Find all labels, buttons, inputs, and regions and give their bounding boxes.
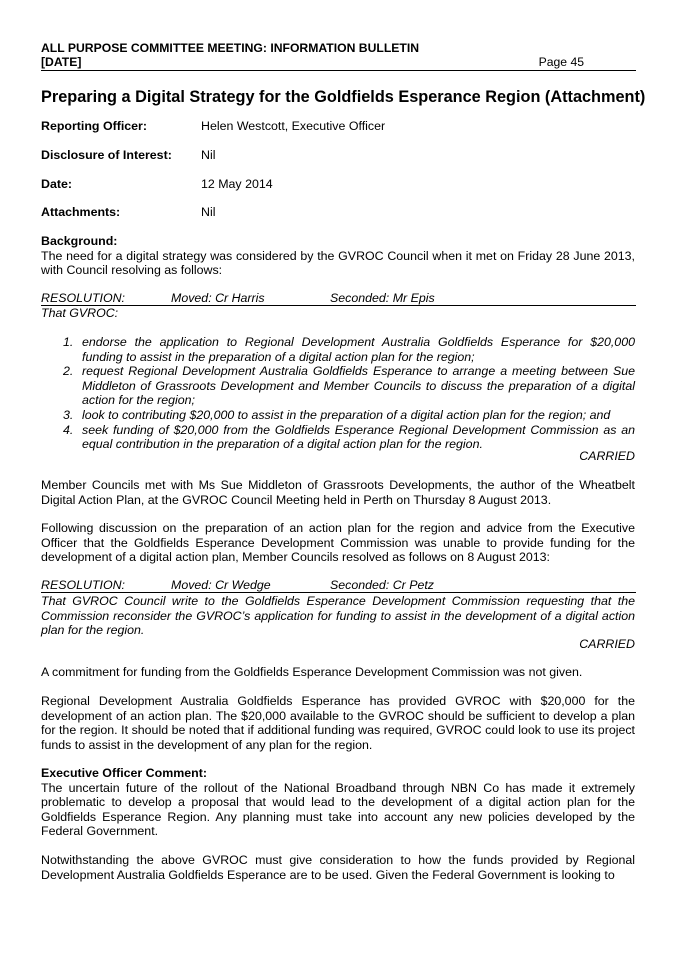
paragraph-discussion: Following discussion on the preparation of an action plan for the region and advice from the Executive Officer that the Goldfields Esperance Development Commission was unable to provide funding for the development of a digital action plan, Member Councils resolved as follows on 8 August 2013: [41, 521, 635, 565]
list-item-text: request Regional Development Australia Goldfields Esperance to arrange a meeting between Sue Middleton of Grassroots Development and Member Councils to discuss the preparation of a digital action for the region; [82, 364, 635, 408]
header-date: [DATE] [41, 55, 82, 69]
executive-comment-section [41, 766, 635, 839]
meta-key: Date: [41, 177, 72, 191]
executive-comment-heading: Executive Officer Comment: [41, 766, 207, 780]
meta-value: 12 May 2014 [201, 177, 273, 191]
list-item-number: 2. [63, 364, 74, 379]
list-item [41, 335, 635, 364]
resolution2-text: That GVROC Council write to the Goldfields Esperance Development Commission requesting that the Commission reconsider the GVROC’s application for funding to assist in the development of a digital action plan for the region. [41, 594, 635, 638]
resolution2-carried: CARRIED [579, 637, 635, 651]
meta-value: Helen Westcott, Executive Officer [201, 119, 386, 133]
meta-key: Attachments: [41, 205, 121, 219]
resolution1-intro: That GVROC: [41, 306, 119, 320]
resolution2-seconded: Seconded: Cr Petz [330, 578, 435, 592]
resolution1-line [41, 291, 636, 306]
resolution1-label: RESOLUTION: [41, 291, 125, 305]
list-item-number: 1. [63, 335, 74, 349]
page-title: Preparing a Digital Strategy for the Goldfields Esperance Region (Attachment) [41, 88, 646, 106]
meta-key: Disclosure of Interest: [41, 148, 172, 162]
paragraph-notwithstanding: Notwithstanding the above GVROC must give consideration to how the funds provided by Regional Development Australia Goldfields Esperance are to be used. Given the Federal Government is looking to [41, 853, 635, 882]
resolution2-line [41, 578, 636, 593]
list-item [41, 423, 635, 452]
resolution1-carried: CARRIED [579, 449, 635, 463]
paragraph-meeting: Member Councils met with Ms Sue Middleton of Grassroots Developments, the author of the Wheatbelt Digital Action Plan, at the GVROC Council Meeting held in Perth on Thursday 8 August 2013. [41, 478, 635, 507]
resolution1-list [41, 335, 635, 452]
list-item-number: 3. [63, 407, 74, 422]
executive-comment-text: The uncertain future of the rollout of the National Broadband through NBN Co has made it extremely problematic to develop a proposal that would lead to the development of a digital action plan for the Goldfields Esperance Region. Any planning must take into account any new policies developed by the Federal Government. [41, 780, 635, 839]
meta-value: Nil [201, 205, 216, 219]
background-text: The need for a digital strategy was considered by the GVROC Council when it met on Friday 28 June 2013, with Council resolving as follows: [41, 248, 635, 278]
bulletin-header-title: ALL PURPOSE COMMITTEE MEETING: INFORMATION BULLETIN [41, 41, 420, 55]
background-section [41, 234, 635, 278]
meta-value: Nil [201, 148, 216, 162]
resolution2-moved: Moved: Cr Wedge [171, 578, 271, 592]
resolution1-moved: Moved: Cr Harris [171, 291, 265, 305]
list-item-text: endorse the application to Regional Development Australia Goldfields Esperance for $20,000 funding to assist in the preparation of a digital action plan for the region; [82, 335, 635, 364]
list-item-number: 4. [63, 422, 74, 437]
page-number: Page 45 [538, 55, 584, 69]
background-heading: Background: [41, 234, 118, 248]
meta-key: Reporting Officer: [41, 119, 148, 133]
resolution1-seconded: Seconded: Mr Epis [330, 291, 435, 305]
bulletin-header-date-row [41, 55, 636, 71]
list-item [41, 364, 635, 408]
paragraph-rda-funding: Regional Development Australia Goldfields Esperance has provided GVROC with $20,000 for the development of an action plan. The $20,000 available to the GVROC should be sufficient to develop a plan for the region. It should be noted that if additional funding was required, GVROC could look to use its project funds to assist in the development of any plan for the region. [41, 694, 635, 752]
resolution2-label: RESOLUTION: [41, 578, 125, 592]
list-item-text: seek funding of $20,000 from the Goldfields Esperance Regional Development Commission as an equal contribution in the preparation of a digital action plan for the region. [82, 422, 635, 452]
list-item-text: look to contributing $20,000 to assist in the preparation of a digital action plan for the region; and [82, 407, 611, 422]
list-item [41, 408, 635, 423]
paragraph-commitment: A commitment for funding from the Goldfields Esperance Development Commission was not given. [41, 665, 583, 679]
